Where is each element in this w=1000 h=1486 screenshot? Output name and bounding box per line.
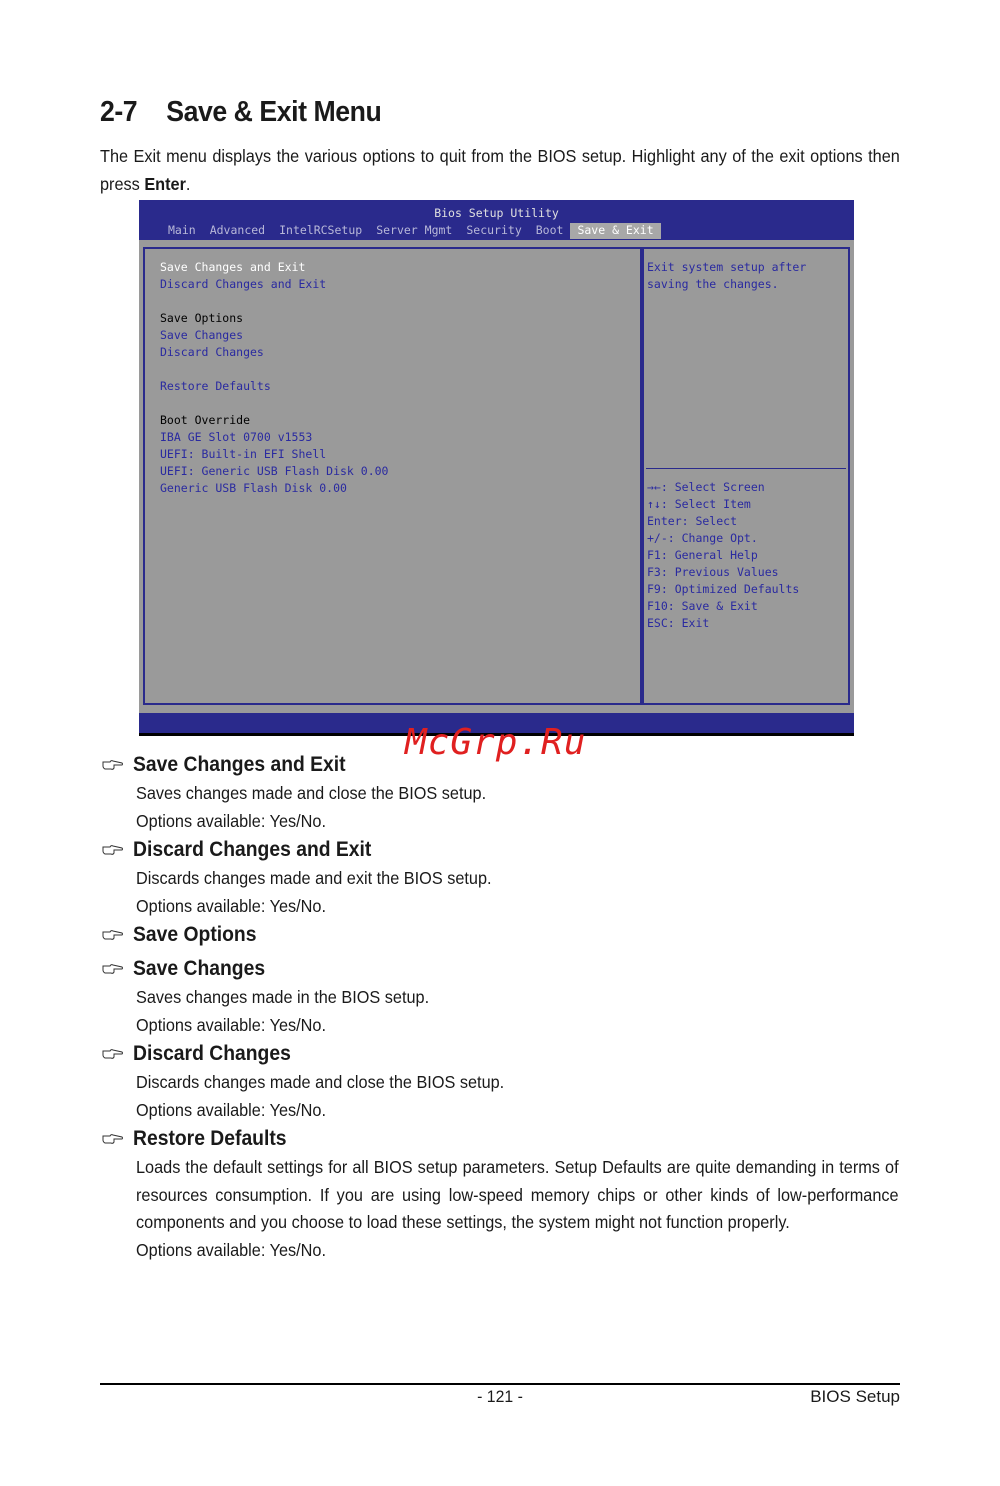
option-title: Restore Defaults (133, 1127, 287, 1150)
option-description (136, 780, 899, 835)
intro-paragraph (100, 142, 900, 198)
option-description-line: Options available: Yes/No. (136, 1099, 327, 1120)
pointing-hand-icon (102, 843, 124, 857)
footer-divider (100, 1383, 900, 1385)
pointing-hand-icon (102, 1132, 124, 1146)
bios-key-hint: ↑↓: Select Item (647, 497, 751, 511)
bios-key-hint: F1: General Help (647, 548, 758, 562)
bios-tab-intelrcsetup[interactable]: IntelRCSetup (279, 223, 363, 237)
bios-header-bar (139, 200, 854, 240)
option-heading (100, 920, 900, 950)
option-title: Discard Changes (133, 1042, 291, 1065)
intro-text: The Exit menu displays the various options to quit from the BIOS setup. Highlight any of the exit options then press (100, 146, 900, 194)
bios-menu-panel (143, 247, 642, 705)
bios-tab-server-mgmt[interactable]: Server Mgmt (376, 223, 453, 237)
bios-tab-bar (161, 223, 661, 239)
option-title: Discard Changes and Exit (133, 838, 372, 861)
option-heading (100, 835, 900, 865)
bios-key-hint: F10: Save & Exit (647, 599, 758, 613)
pointing-hand-icon (102, 928, 124, 942)
bios-key-hint: →←: Select Screen (647, 480, 765, 494)
bios-menu-header: Save Options (160, 311, 244, 325)
option-title: Save Changes and Exit (133, 753, 346, 776)
option-heading (100, 1039, 900, 1069)
option-description-line: Options available: Yes/No. (136, 895, 327, 916)
bios-menu-spacer (160, 293, 388, 310)
pointing-hand-icon (102, 962, 124, 976)
bios-help-line: Exit system setup after (647, 260, 807, 274)
option-description-line: Loads the default settings for all BIOS setup parameters. Setup Defaults are quite demanding in terms of resources consumption. If you are using low-speed memory chips or other kinds of low-performance components and you choose to load these settings, the system might not function properly. (136, 1157, 899, 1232)
bios-tab-boot[interactable]: Boot (535, 223, 564, 237)
bios-key-hint: ESC: Exit (647, 616, 710, 630)
pointing-hand-icon (102, 1047, 124, 1061)
bios-menu-list (160, 259, 388, 497)
pointing-hand-icon (102, 758, 124, 772)
help-divider (646, 468, 846, 469)
option-description (136, 1154, 899, 1264)
option-description (136, 984, 899, 1039)
watermark: McGrp.Ru (405, 722, 587, 763)
bios-menu-item[interactable]: Generic USB Flash Disk 0.00 (160, 481, 347, 495)
option-heading (100, 750, 900, 780)
bios-menu-spacer (160, 361, 388, 378)
bios-key-hint: F3: Previous Values (647, 565, 779, 579)
bios-menu-item[interactable]: Discard Changes and Exit (160, 277, 327, 291)
option-description (136, 865, 899, 920)
bios-tab-save-exit[interactable]: Save & Exit (570, 223, 660, 239)
bios-key-hint: +/-: Change Opt. (647, 531, 758, 545)
option-description-line: Options available: Yes/No. (136, 810, 327, 831)
option-description-line: Discards changes made and exit the BIOS setup. (136, 868, 492, 888)
intro-end: . (185, 174, 191, 194)
bios-key-hint: Enter: Select (647, 514, 738, 528)
option-heading (100, 1124, 900, 1154)
bios-menu-spacer (160, 395, 388, 412)
option-description-line: Options available: Yes/No. (136, 1014, 327, 1035)
bios-help-line: saving the changes. (647, 277, 779, 291)
option-description (136, 1069, 899, 1124)
bios-menu-item[interactable]: Save Changes (160, 328, 244, 342)
option-descriptions (100, 750, 900, 1264)
option-description-line: Saves changes made in the BIOS setup. (136, 987, 430, 1007)
option-title: Save Changes (133, 957, 266, 980)
bios-tab-security[interactable]: Security (466, 223, 522, 237)
bios-title: Bios Setup Utility (434, 206, 559, 220)
page-number: - 121 - (477, 1387, 523, 1406)
bios-menu-item[interactable]: Discard Changes (160, 345, 264, 359)
option-description-line: Discards changes made and close the BIOS setup. (136, 1072, 505, 1092)
bios-screenshot (139, 200, 854, 736)
footer-section-label: BIOS Setup (810, 1387, 900, 1406)
option-title: Save Options (133, 923, 257, 946)
bios-menu-header: Boot Override (160, 413, 251, 427)
bios-menu-item[interactable]: UEFI: Generic USB Flash Disk 0.00 (160, 464, 389, 478)
option-description-line: Saves changes made and close the BIOS setup. (136, 783, 487, 803)
section-number: 2-7 (100, 96, 138, 128)
bios-help-panel (642, 247, 850, 705)
section-title: Save & Exit Menu (166, 96, 382, 128)
bios-menu-item[interactable]: Restore Defaults (160, 379, 271, 393)
option-description-line: Options available: Yes/No. (136, 1239, 327, 1260)
page-title (100, 96, 381, 129)
bios-help-text (647, 259, 806, 293)
bios-menu-item[interactable]: IBA GE Slot 0700 v1553 (160, 430, 313, 444)
option-heading (100, 954, 900, 984)
bios-key-hint: F9: Optimized Defaults (647, 582, 800, 596)
bios-key-legend (647, 479, 799, 632)
bios-tab-advanced[interactable]: Advanced (209, 223, 266, 237)
bios-menu-item[interactable]: UEFI: Built-in EFI Shell (160, 447, 327, 461)
intro-key: Enter (144, 174, 186, 194)
bios-tab-main[interactable]: Main (168, 223, 196, 237)
bios-menu-item[interactable]: Save Changes and Exit (160, 260, 306, 274)
